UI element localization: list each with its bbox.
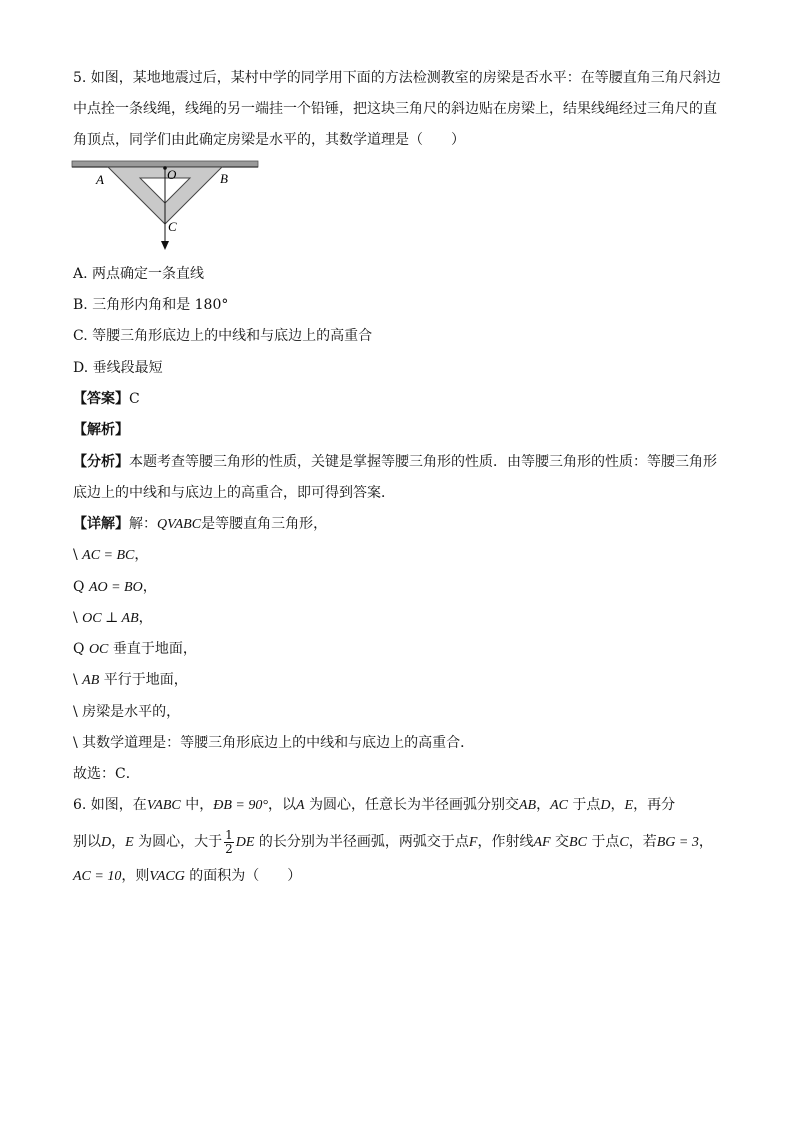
q6-text: ，则	[121, 868, 150, 884]
q6-text: ，作射线	[477, 834, 534, 850]
q5-stem-line-1: 5. 如图，某地地震过后，某村中学的同学用下面的方法检测教室的房梁是否水平：在等腰直角三角尺斜边	[73, 70, 721, 86]
q6-text: ，若	[628, 834, 657, 850]
plumb-bob-icon	[161, 241, 169, 250]
q5-option-a: A. 两点确定一条直线	[73, 266, 205, 282]
q5-step-1	[73, 545, 148, 566]
q5-fenxi-line-1	[73, 452, 717, 472]
q6-math: BC	[569, 835, 587, 850]
q5-step-5	[73, 670, 188, 691]
therefore-symbol: \	[73, 547, 83, 563]
fraction-numerator: 1	[225, 827, 233, 842]
q6-text: 6. 如图，在	[73, 797, 147, 813]
q6-math: E	[624, 798, 634, 813]
q6-text: ，再分	[633, 797, 676, 813]
therefore-symbol: \	[73, 610, 83, 626]
q5-detail-intro	[73, 514, 327, 535]
step-2-suffix: ，	[142, 579, 157, 595]
answer-label: 【答案】	[73, 391, 129, 407]
step-4-suffix: 垂直于地面，	[108, 641, 197, 657]
q6-stem-line-3	[73, 866, 301, 887]
q5-option-d: D. 垂线段最短	[73, 360, 163, 376]
fenxi-label: 【分析】	[73, 454, 129, 470]
q5-figure	[70, 157, 262, 257]
because-symbol: Q	[73, 579, 89, 595]
q6-math: E	[125, 835, 134, 850]
q5-step-6: \ 房梁是水平的，	[73, 704, 181, 720]
q5-answer	[73, 389, 140, 409]
q6-math: AC	[550, 798, 568, 813]
label-b: B	[220, 171, 228, 186]
q6-math: AF	[533, 835, 551, 850]
q5-conclusion: 故选：C．	[73, 766, 140, 782]
fraction-denominator: 2	[225, 841, 233, 856]
detail-label: 【详解】	[73, 516, 129, 532]
q6-math: BG = 3	[656, 835, 699, 850]
q5-option-b: B. 三角形内角和是 180°	[73, 297, 229, 313]
step-4-math: OC	[88, 642, 109, 657]
q6-math: D	[600, 798, 611, 813]
q6-math: DE	[235, 835, 255, 850]
answer-value: C	[129, 391, 140, 407]
detail-intro-rest: 是等腰直角三角形，	[201, 516, 328, 532]
therefore-symbol: \	[73, 672, 83, 688]
q6-text: ，	[698, 834, 713, 850]
q5-step-3	[73, 608, 153, 629]
q6-text: 交	[550, 834, 570, 850]
q6-stem-line-2	[73, 828, 713, 857]
label-a: A	[96, 172, 104, 187]
q6-math: VACG	[149, 869, 185, 884]
step-3-math: OC ⊥ AB	[82, 611, 139, 626]
analysis-label: 【解析】	[73, 422, 129, 438]
q5-analysis-label	[73, 420, 129, 440]
q6-text: ，	[111, 834, 126, 850]
step-5-suffix: 平行于地面，	[99, 672, 188, 688]
detail-intro-math: QVABC	[157, 517, 202, 532]
q5-stem-line-2: 中点拴一条线绳，线绳的另一端挂一个铅锤，把这块三角尺的斜边贴在房梁上，结果线绳经过三角尺的直	[73, 101, 717, 117]
q6-text: 中，	[180, 797, 214, 813]
q6-math: D	[101, 835, 112, 850]
q6-text: ，	[610, 797, 625, 813]
triangle-ruler-figure	[70, 157, 262, 253]
q5-step-7: \ 其数学道理是：等腰三角形底边上的中线和与底边上的高重合．	[73, 735, 475, 751]
q6-math: VABC	[146, 798, 181, 813]
q5-step-4	[73, 639, 197, 660]
step-1-math: AC = BC	[82, 548, 135, 563]
q6-text: 为圆心，大于	[133, 834, 223, 850]
step-3-suffix: ，	[138, 610, 153, 626]
q6-text: 于点	[567, 797, 601, 813]
q6-text: 别以	[73, 834, 101, 850]
q5-step-2	[73, 577, 157, 598]
label-c: C	[168, 219, 177, 234]
q6-math: AC = 10	[73, 869, 122, 884]
q6-math: AB	[518, 798, 537, 813]
q5-stem-line-3: 角顶点，同学们由此确定房梁是水平的，其数学道理是（ ）	[73, 132, 465, 148]
q6-math: F	[468, 835, 478, 850]
q6-math: A	[295, 798, 305, 813]
q6-math: ÐB = 90°	[213, 798, 268, 813]
detail-intro: 解：	[129, 516, 157, 532]
q5-fenxi-line-2: 底边上的中线和与底边上的高重合，即可得到答案．	[73, 485, 395, 501]
fraction-one-half	[224, 829, 234, 856]
q6-math: C	[619, 835, 629, 850]
q6-stem-line-1	[73, 795, 675, 816]
q6-text: ，以	[267, 797, 296, 813]
step-1-suffix: ，	[134, 547, 149, 563]
fenxi-text-1: 本题考查等腰三角形的性质，关键是掌握等腰三角形的性质．由等腰三角形的性质：等腰三角形	[129, 454, 717, 470]
q6-text: ，	[536, 797, 551, 813]
because-symbol: Q	[73, 641, 89, 657]
beam	[72, 161, 258, 167]
q6-text: 于点	[586, 834, 620, 850]
step-2-math: AO = BO	[88, 580, 143, 595]
step-5-math: AB	[82, 673, 100, 688]
q5-option-c: C. 等腰三角形底边上的中线和与底边上的高重合	[73, 328, 373, 344]
q6-text: 的面积为（ ）	[184, 868, 302, 884]
label-o: O	[167, 167, 177, 182]
q6-text: 的长分别为半径画弧，两弧交于点	[254, 834, 469, 850]
q6-text: 为圆心，任意长为半径画弧分别交	[304, 797, 519, 813]
